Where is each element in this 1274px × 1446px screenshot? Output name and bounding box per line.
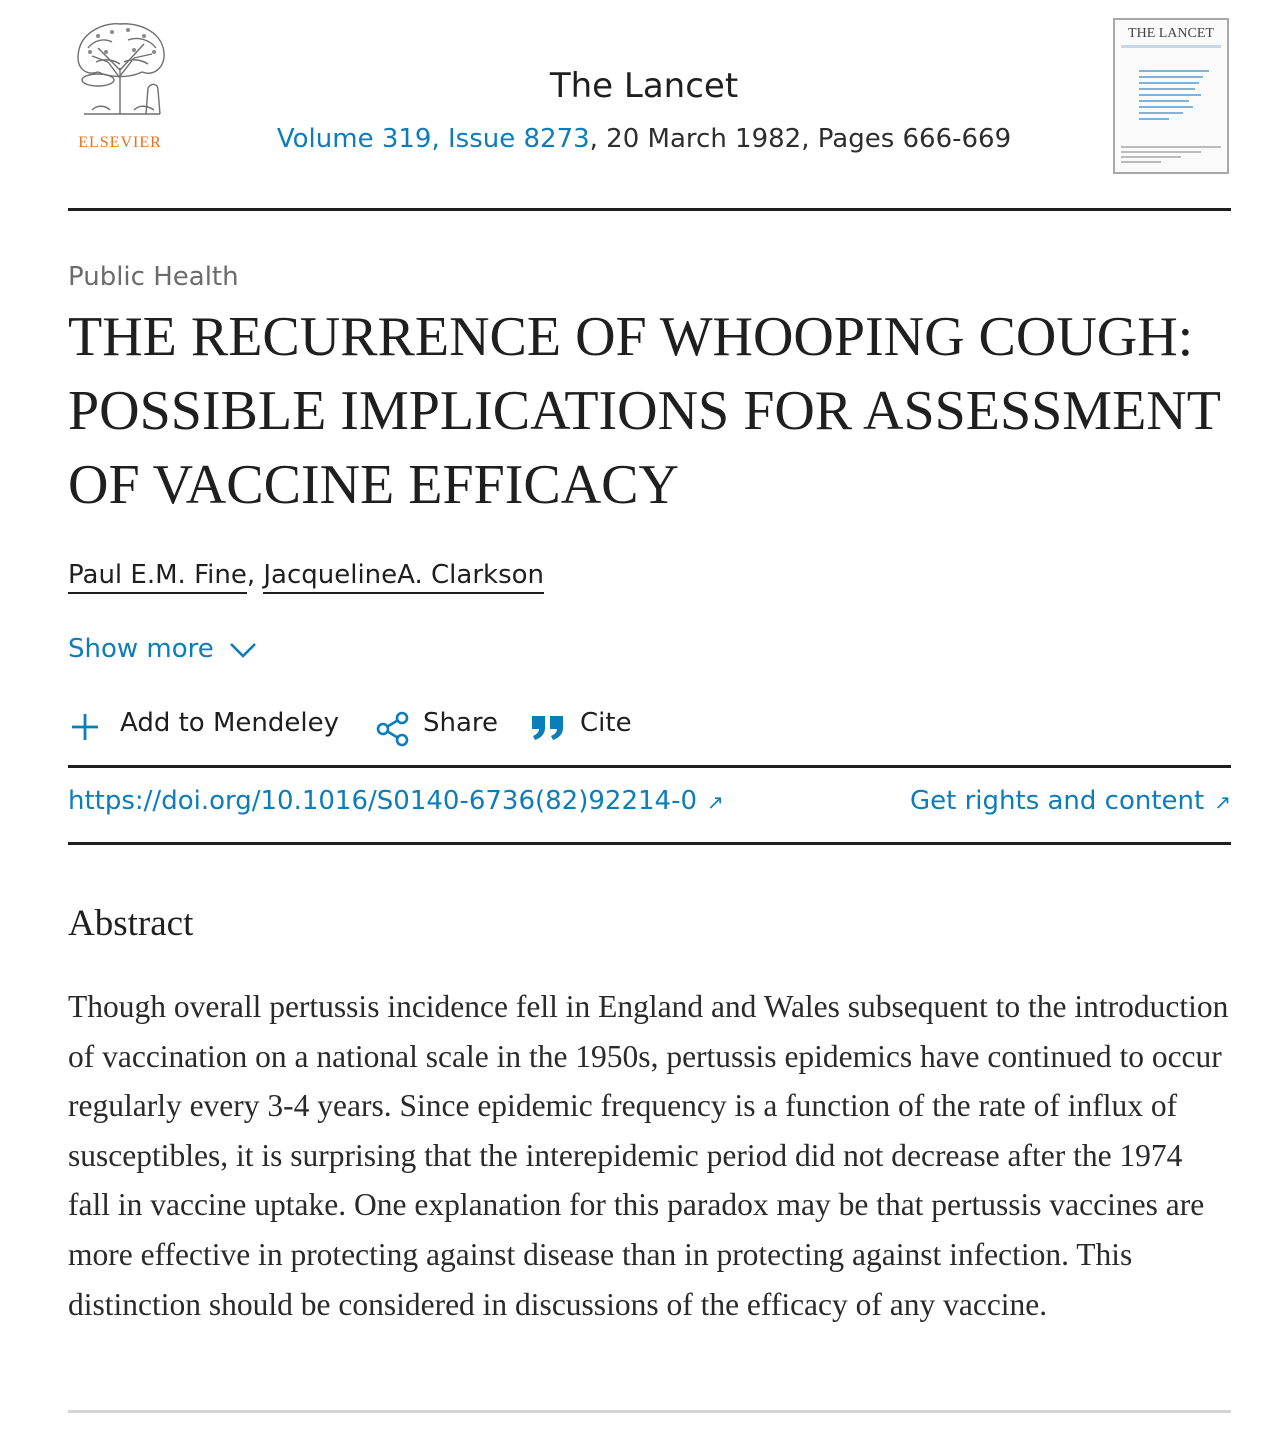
share-icon <box>374 710 412 748</box>
abstract-heading: Abstract <box>68 903 194 944</box>
doi-link[interactable] <box>68 786 724 816</box>
issue-line <box>68 124 1220 154</box>
journal-title[interactable]: The Lancet <box>549 66 739 106</box>
share-label: Share <box>423 708 499 738</box>
cover-text-lines <box>1139 70 1209 124</box>
doi-row <box>68 786 1231 826</box>
author-link[interactable]: JacquelineA. Clarkson <box>263 560 544 594</box>
chevron-down-icon <box>228 640 258 660</box>
header-divider <box>68 208 1231 211</box>
abstract-divider <box>68 1410 1231 1413</box>
article-header <box>68 0 1231 210</box>
publisher-name: ELSEVIER <box>78 134 162 151</box>
cite-label: Cite <box>580 708 632 738</box>
doi-divider <box>68 842 1231 845</box>
cover-title: THE LANCET <box>1128 26 1214 41</box>
plus-icon <box>68 710 102 744</box>
cover-rule <box>1121 45 1221 48</box>
quote-icon <box>530 710 566 744</box>
journal-cover-thumbnail[interactable] <box>1113 18 1229 174</box>
issue-link[interactable]: Volume 319, Issue 8273 <box>276 124 590 154</box>
mendeley-label: Add to Mendeley <box>120 708 339 738</box>
external-link-icon: ↗ <box>707 790 724 814</box>
article-category: Public Health <box>68 262 239 292</box>
cover-footer-lines <box>1121 146 1221 166</box>
author-separator: , <box>246 560 264 590</box>
rights-text: Get rights and content <box>910 786 1205 816</box>
rights-and-content-link[interactable] <box>910 786 1231 816</box>
doi-text: https://doi.org/10.1016/S0140-6736(82)92214-0 <box>68 786 698 816</box>
show-more-button[interactable] <box>68 634 258 664</box>
actions-divider <box>68 765 1231 768</box>
article-title: THE RECURRENCE OF WHOOPING COUGH: POSSIBLE IMPLICATIONS FOR ASSESSMENT OF VACCINE EFFICACY <box>68 306 1220 516</box>
author-link[interactable]: Paul E.M. Fine <box>68 560 247 594</box>
issue-details: , 20 March 1982, Pages 666-669 <box>589 124 1012 154</box>
show-more-label: Show more <box>68 634 214 664</box>
author-list <box>68 560 544 590</box>
external-link-icon: ↗ <box>1214 790 1231 814</box>
abstract-body: Though overall pertussis incidence fell in England and Wales subsequent to the introduction of vaccination on a national scale in the 1950s, pertussis epidemics have continued to occur regularly every 3-4 years. Since epidemic frequency is a function of the rate of influx of susceptibles, it is surprising that the interepidemic period did not decrease after the 1974 fall in vaccine uptake. One explanation for this paradox may be that pertussis vaccines are more effective in protecting against disease than in protecting against infection. This distinction should be considered in discussions of the efficacy of any vaccine. <box>68 989 1229 1322</box>
